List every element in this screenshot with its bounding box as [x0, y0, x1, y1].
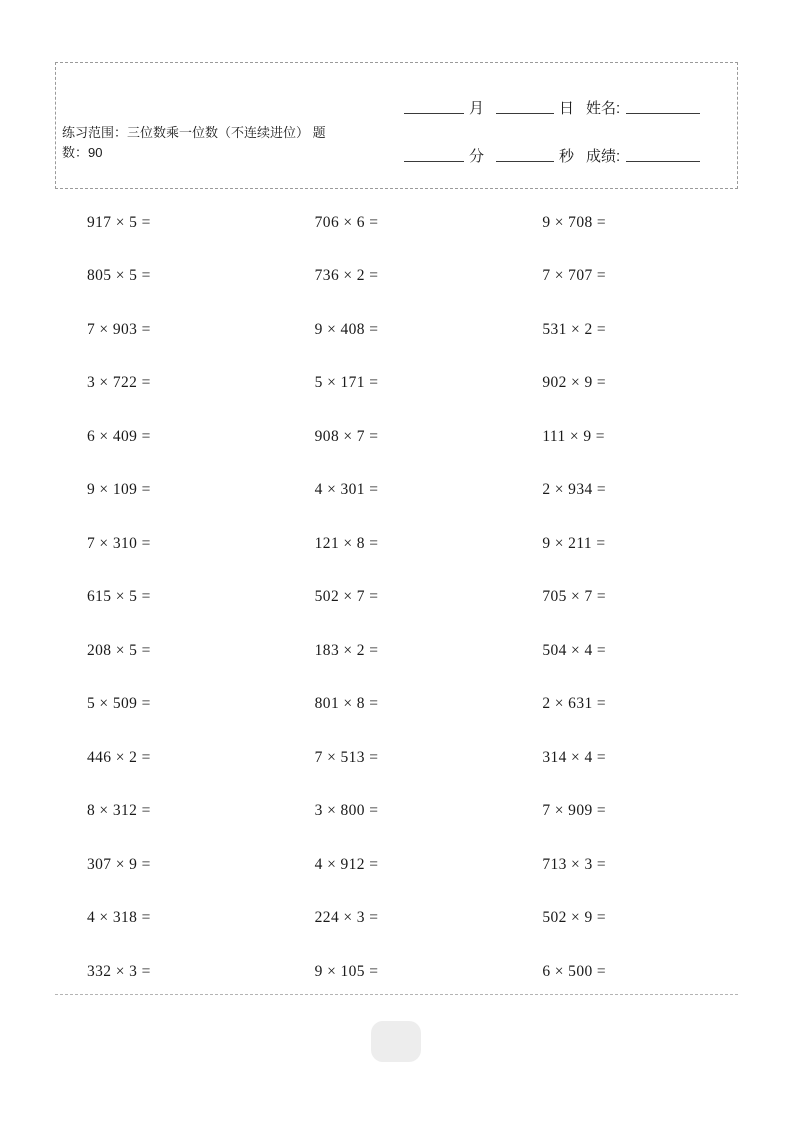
date-name-row	[404, 97, 705, 118]
problem-item: 208 × 5 =	[87, 641, 151, 659]
problem-item: 2 × 631 =	[542, 695, 607, 713]
problem-item: 121 × 8 =	[314, 534, 379, 552]
time-score-row	[404, 145, 705, 166]
month-label: 月	[469, 100, 485, 117]
day-blank[interactable]	[496, 112, 554, 114]
problem-item: 111 × 9 =	[542, 427, 605, 445]
problem-item: 7 × 513 =	[314, 748, 379, 766]
problem-item: 5 × 171 =	[314, 374, 379, 392]
score-blank[interactable]	[626, 160, 700, 162]
practice-range-label: 练习范围：三位数乘一位数（不连续进位） 题数：90	[62, 125, 326, 160]
problem-item: 6 × 409 =	[87, 427, 151, 445]
problem-item: 7 × 909 =	[542, 802, 607, 820]
problem-item: 9 × 105 =	[314, 962, 379, 980]
day-label: 日	[559, 100, 575, 117]
problem-item: 705 × 7 =	[542, 588, 607, 606]
name-blank[interactable]	[626, 112, 700, 114]
problem-item: 9 × 109 =	[87, 481, 151, 499]
problem-item: 9 × 408 =	[314, 320, 379, 338]
month-blank[interactable]	[404, 112, 464, 114]
problem-item: 801 × 8 =	[314, 695, 379, 713]
problem-item: 713 × 3 =	[542, 855, 607, 873]
problem-item: 902 × 9 =	[542, 374, 607, 392]
problem-item: 183 × 2 =	[314, 641, 379, 659]
header-box	[55, 62, 738, 189]
problem-item: 736 × 2 =	[314, 267, 379, 285]
problem-item: 8 × 312 =	[87, 802, 151, 820]
problem-item: 307 × 9 =	[87, 855, 151, 873]
problem-item: 531 × 2 =	[542, 320, 607, 338]
minute-blank[interactable]	[404, 160, 464, 162]
problem-item: 504 × 4 =	[542, 641, 607, 659]
problem-item: 615 × 5 =	[87, 588, 151, 606]
second-label: 秒	[559, 148, 575, 165]
problem-item: 224 × 3 =	[314, 909, 379, 927]
page-footer-badge	[371, 1021, 421, 1062]
problem-item: 7 × 310 =	[87, 534, 151, 552]
problem-item: 5 × 509 =	[87, 695, 151, 713]
minute-label: 分	[469, 148, 485, 165]
problem-item: 9 × 708 =	[542, 213, 607, 231]
problem-item: 4 × 318 =	[87, 909, 151, 927]
problem-item: 917 × 5 =	[87, 213, 151, 231]
problem-item: 332 × 3 =	[87, 962, 151, 980]
name-label: 姓名:	[586, 100, 621, 117]
problem-item: 4 × 912 =	[314, 855, 379, 873]
score-label: 成绩:	[586, 148, 621, 165]
problem-item: 9 × 211 =	[542, 534, 606, 552]
second-blank[interactable]	[496, 160, 554, 162]
problem-item: 3 × 722 =	[87, 374, 151, 392]
problem-item: 314 × 4 =	[542, 748, 607, 766]
problem-item: 3 × 800 =	[314, 802, 379, 820]
problem-item: 706 × 6 =	[314, 213, 379, 231]
problem-item: 7 × 903 =	[87, 320, 151, 338]
problem-item: 6 × 500 =	[542, 962, 607, 980]
problem-item: 4 × 301 =	[314, 481, 379, 499]
footer-divider	[55, 994, 738, 995]
problem-item: 446 × 2 =	[87, 748, 151, 766]
problem-item: 7 × 707 =	[542, 267, 607, 285]
problems-grid	[55, 196, 738, 999]
problem-item: 502 × 9 =	[542, 909, 607, 927]
problem-item: 2 × 934 =	[542, 481, 607, 499]
problem-item: 805 × 5 =	[87, 267, 151, 285]
problem-item: 502 × 7 =	[314, 588, 379, 606]
problem-item: 908 × 7 =	[314, 427, 379, 445]
